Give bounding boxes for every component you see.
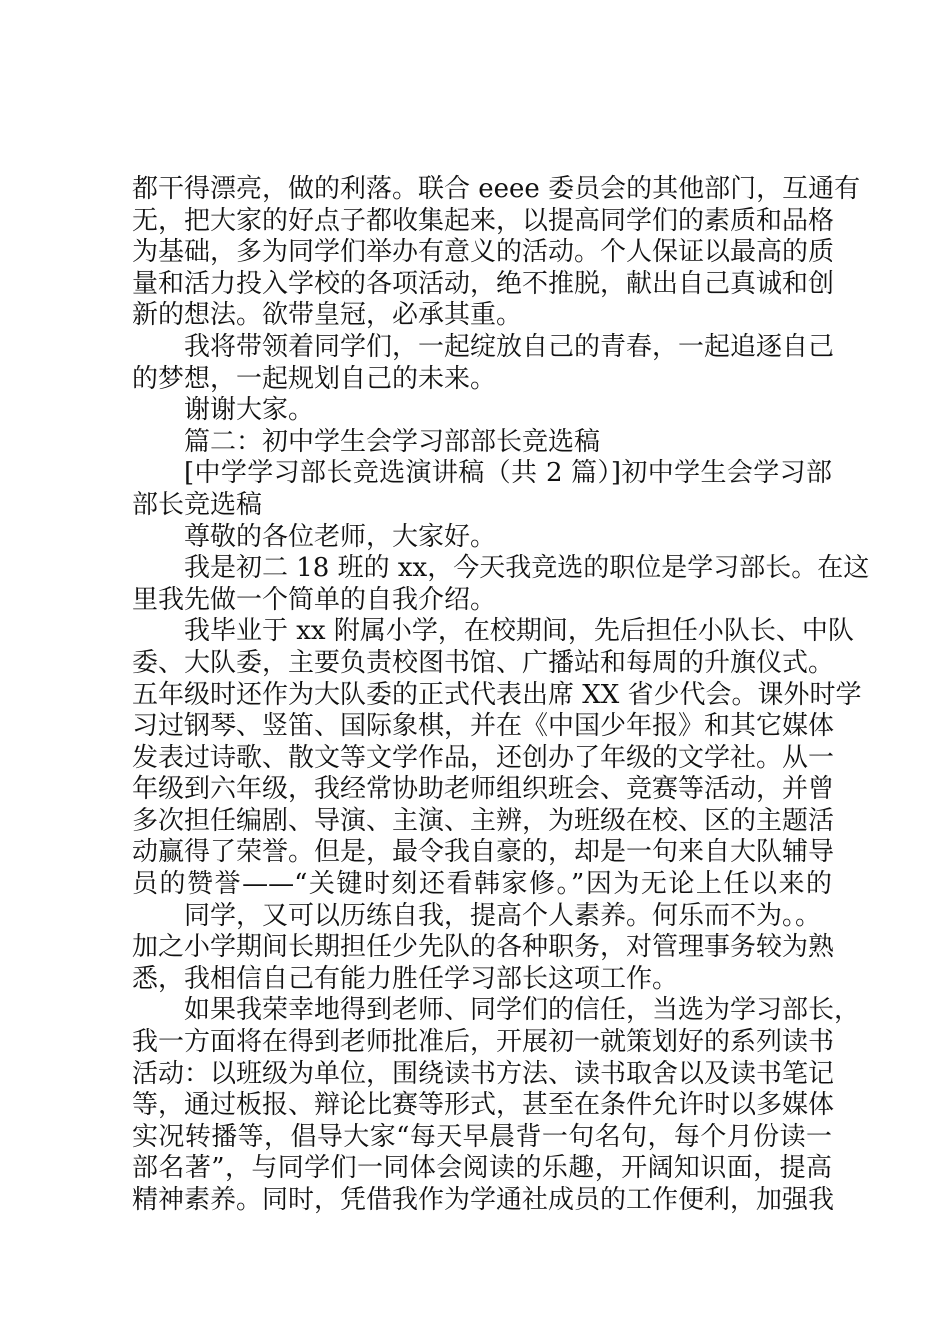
text-line: 尊敬的各位老师，大家好。 bbox=[184, 521, 497, 552]
text-line: 我毕业于 xx 附属小学，在校期间，先后担任小队长、中队 bbox=[184, 616, 854, 647]
text-line: 部名著”，与同学们一同体会阅读的乐趣，开阔知识面，提高 bbox=[132, 1153, 832, 1184]
text-line: 我是初二 18 班的 xx，今天我竞选的职位是学习部长。在这 bbox=[184, 553, 870, 584]
text-line: 我将带领着同学们，一起绽放自己的青春，一起追逐自己 bbox=[184, 331, 835, 362]
text-line: 员的赞誉——“关键时刻还看韩家修。”因为无论上任以来的 bbox=[132, 869, 832, 900]
text-line: 我一方面将在得到老师批准后，开展初一就策划好的系列读书 bbox=[132, 1027, 835, 1058]
text-line: 多次担任编剧、导演、主演、主辨，为班级在校、区的主题活 bbox=[132, 805, 835, 836]
text-line: [中学学习部长竞选演讲稿（共 2 篇）]初中学生会学习部 bbox=[184, 458, 832, 489]
text-line: 习过钢琴、竖笛、国际象棋，并在《中国少年报》和其它媒体 bbox=[132, 711, 835, 742]
text-line: 部长竞选稿 bbox=[132, 489, 263, 520]
text-line: 的梦想，一起规划自己的未来。 bbox=[132, 363, 497, 394]
text-line: 悉，我相信自己有能力胜任学习部长这项工作。 bbox=[132, 963, 679, 994]
text-line: 谢谢大家。 bbox=[184, 395, 315, 426]
text-line: 等，通过板报、辩论比赛等形式，甚至在条件允许时以多媒体 bbox=[132, 1090, 835, 1121]
text-line: 动赢得了荣誉。但是，最令我自豪的，却是一句来自大队辅导 bbox=[132, 837, 835, 868]
text-line: 年级到六年级，我经常协助老师组织班会、竞赛等活动，并曾 bbox=[132, 774, 835, 805]
text-line: 为基础，多为同学们举办有意义的活动。个人保证以最高的质 bbox=[132, 237, 835, 268]
text-line: 精神素养。同时，凭借我作为学通社成员的工作便利，加强我 bbox=[132, 1185, 835, 1215]
text-line: 都干得漂亮，做的利落。联合 eeee 委员会的其他部门，互通有 bbox=[132, 174, 861, 204]
document-body bbox=[132, 174, 870, 1217]
text-line: 发表过诗歌、散文等文学作品，还创办了年级的文学社。从一 bbox=[132, 742, 835, 773]
text-line: 同学，又可以历练自我，提高个人素养。何乐而不为。。 bbox=[184, 900, 822, 931]
text-line: 活动：以班级为单位，围绕读书方法、读书取舍以及读书笔记 bbox=[132, 1058, 835, 1089]
text-line: 委、大队委，主要负责校图书馆、广播站和每周的升旗仪式。 bbox=[132, 647, 835, 678]
text-line: 新的想法。欲带皇冠，必承其重。 bbox=[132, 300, 523, 331]
text-line: 如果我荣幸地得到老师、同学们的信任，当选为学习部长， bbox=[184, 995, 861, 1026]
text-line: 无，把大家的好点子都收集起来，以提高同学们的素质和品格 bbox=[132, 205, 835, 236]
text-line: 五年级时还作为大队委的正式代表出席 XX 省少代会。课外时学 bbox=[132, 679, 862, 710]
section-heading: 篇二：初中学生会学习部部长竞选稿 bbox=[184, 426, 601, 457]
text-line: 加之小学期间长期担任少先队的各种职务，对管理事务较为熟 bbox=[132, 932, 835, 963]
text-line: 量和活力投入学校的各项活动，绝不推脱，献出自己真诚和创 bbox=[132, 268, 835, 299]
text-line: 实况转播等，倡导大家“每天早晨背一句名句，每个月份读一 bbox=[132, 1121, 832, 1152]
text-line: 里我先做一个简单的自我介绍。 bbox=[132, 584, 497, 615]
